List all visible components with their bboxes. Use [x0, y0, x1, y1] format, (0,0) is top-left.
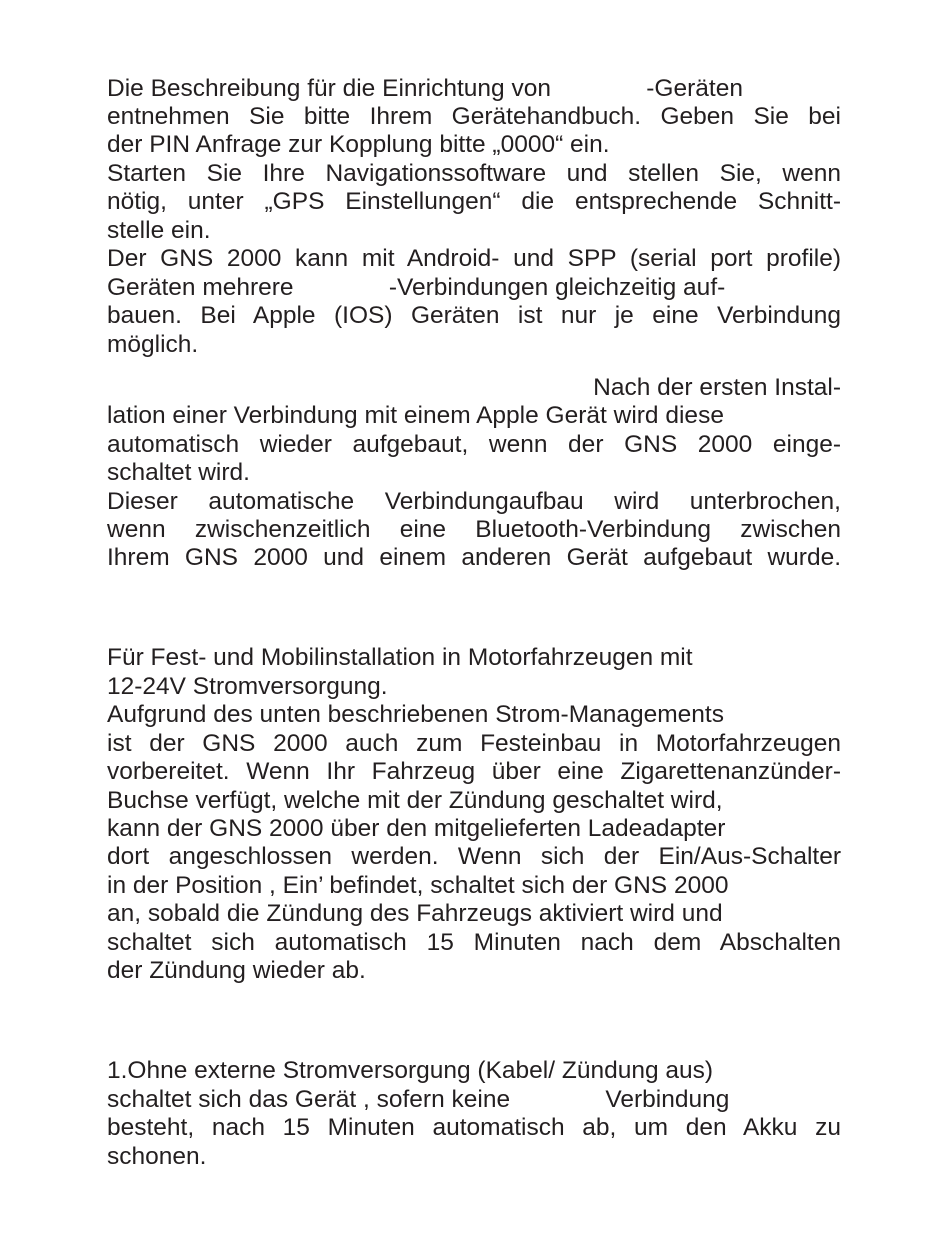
text-line: in der Position , Ein’ befindet, schaltet sich der GNS 2000: [107, 872, 729, 899]
text-line: Aufgrund des unten beschriebenen Strom-Managements: [107, 701, 724, 728]
text-line: möglich.: [107, 331, 199, 358]
text-line: der PIN Anfrage zur Kopplung bitte „0000“ ein.: [107, 131, 610, 158]
text-line: Für Fest- und Mobilinstallation in Motorfahrzeugen mit: [107, 644, 693, 671]
text-line: Buchse verfügt, welche mit der Zündung geschaltet wird,: [107, 787, 723, 814]
text-line: Dieser automatische Verbindungaufbau wird unterbrochen,: [107, 488, 841, 515]
text-line: stelle ein.: [107, 217, 211, 244]
text-line: Der GNS 2000 kann mit Android- und SPP (serial port profile): [107, 245, 841, 272]
text-line: lation einer Verbindung mit einem Apple Gerät wird diese: [107, 402, 724, 429]
text-line: schaltet wird.: [107, 459, 250, 486]
text-line: Ihrem GNS 2000 und einem anderen Gerät aufgebaut wurde.: [107, 544, 841, 571]
text-line: vorbereitet. Wenn Ihr Fahrzeug über eine Zigarettenanzünder-: [107, 758, 841, 785]
text-line: Geräten mehrere -Verbindungen gleichzeitig auf-: [107, 274, 726, 301]
text-line: Nach der ersten Instal-: [593, 374, 841, 401]
text-line: ist der GNS 2000 auch zum Festeinbau in Motorfahrzeugen: [107, 730, 841, 757]
text-line: Starten Sie Ihre Navigationssoftware und stellen Sie, wenn: [107, 160, 841, 187]
text-line: bauen. Bei Apple (IOS) Geräten ist nur je eine Verbindung: [107, 302, 841, 329]
text-line: 12-24V Stromversorgung.: [107, 673, 388, 700]
text-line: schonen.: [107, 1143, 207, 1170]
text-line: wenn zwischenzeitlich eine Bluetooth-Verbindung zwischen: [107, 516, 841, 543]
text-line: schaltet sich automatisch 15 Minuten nach dem Abschalten: [107, 929, 841, 956]
text-line: an, sobald die Zündung des Fahrzeugs aktiviert wird und: [107, 900, 723, 927]
text-line: nötig, unter „GPS Einstellungen“ die entsprechende Schnitt-: [107, 188, 841, 215]
text-line: automatisch wieder aufgebaut, wenn der GNS 2000 einge-: [107, 431, 841, 458]
text-line: kann der GNS 2000 über den mitgelieferten Ladeadapter: [107, 815, 726, 842]
text-line: Die Beschreibung für die Einrichtung von -Geräten: [107, 75, 743, 102]
text-line: der Zündung wieder ab.: [107, 957, 366, 984]
text-line: besteht, nach 15 Minuten automatisch ab, um den Akku zu: [107, 1114, 841, 1141]
text-line: dort angeschlossen werden. Wenn sich der Ein/Aus-Schalter: [107, 843, 841, 870]
text-line: 1.Ohne externe Stromversorgung (Kabel/ Zündung aus): [107, 1057, 714, 1084]
text-line: schaltet sich das Gerät , sofern keine Verbindung: [107, 1086, 730, 1113]
text-line: entnehmen Sie bitte Ihrem Gerätehandbuch. Geben Sie bei: [107, 103, 841, 130]
